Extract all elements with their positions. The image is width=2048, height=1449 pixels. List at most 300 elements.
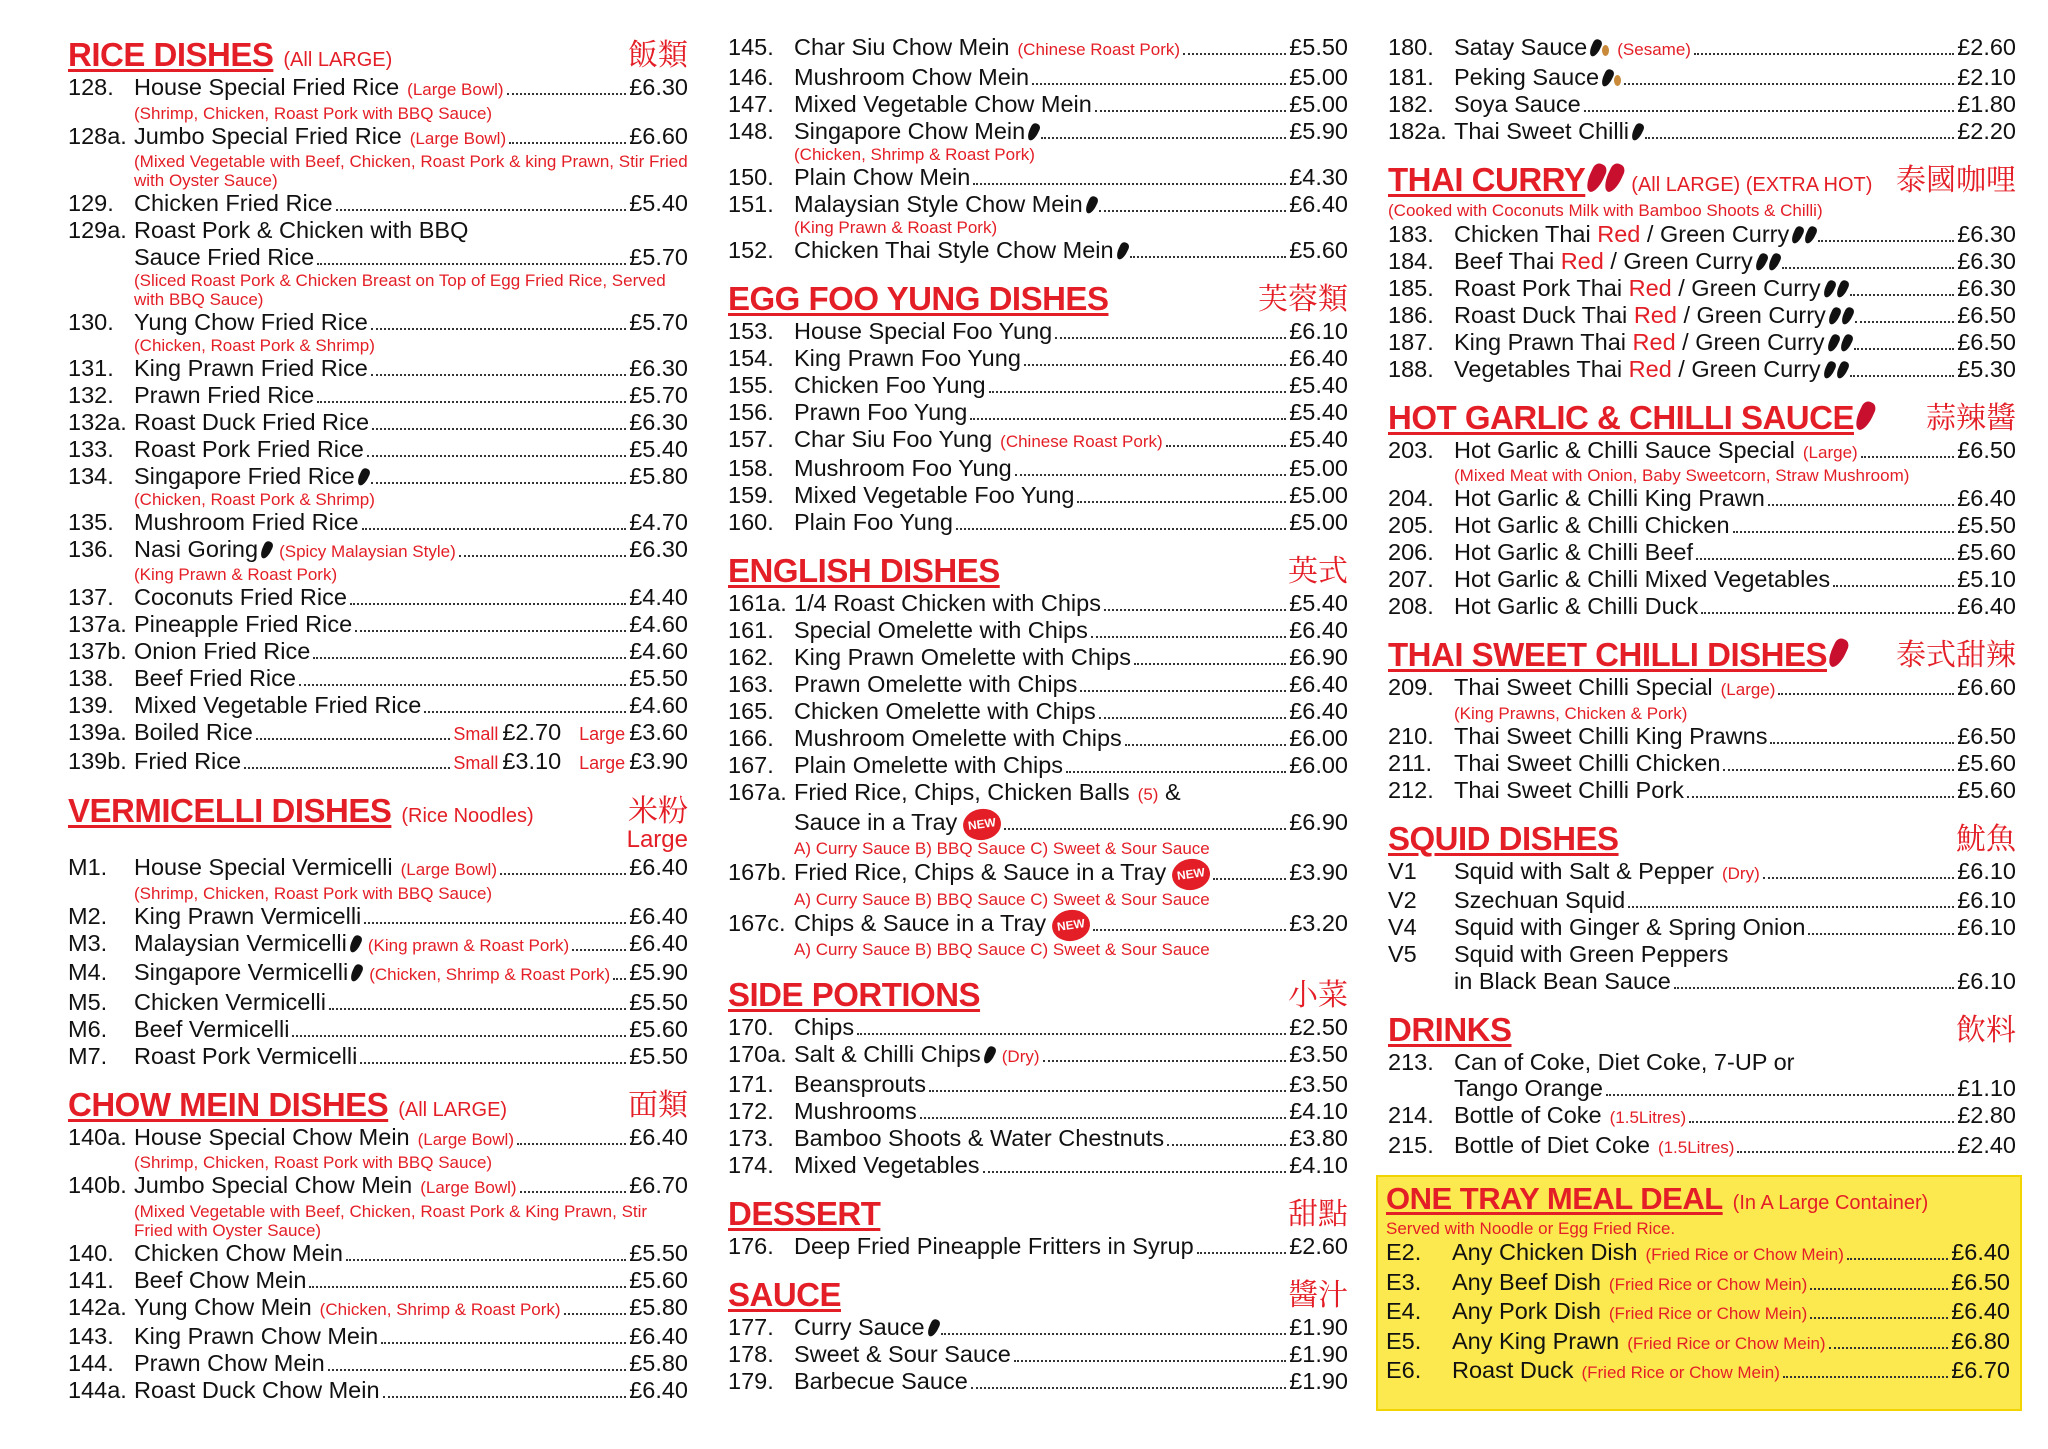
section-title: ENGLISH DISHES [728,552,1000,589]
chilli-icon [1114,240,1130,260]
dot-leader [1628,906,1954,908]
item-name: House Special Chow Mein (Large Bowl) [134,1123,514,1150]
item-name: Squid with Ginger & Spring Onion [1454,914,1806,940]
curry-red-label: Red [1628,274,1672,301]
item-description: (King Prawns, Chicken & Pork) [1454,703,1688,723]
item-number: 142a. [68,1293,127,1320]
menu-item [728,1014,1348,1041]
item-price: £6.80 [1951,1327,2010,1354]
dot-leader [244,767,450,769]
dot-leader [1855,321,1954,323]
section-title-group [68,792,534,830]
item-number: E5. [1386,1327,1422,1354]
item-description: (Chicken, Shrimp & Roast Pork) [794,144,1035,164]
item-number: 140. [68,1239,114,1266]
item-name: Beansprouts [794,1070,926,1097]
menu-item [728,1341,1348,1368]
menu-item [1386,1328,2010,1358]
item-price: £5.50 [629,665,688,691]
dot-leader [1778,693,1954,695]
menu-item [728,1152,1348,1179]
item-price: £5.80 [629,1350,688,1376]
menu-item [68,989,688,1016]
item-note: (1.5Litres) [1657,1137,1735,1157]
menu-item-continued [68,244,688,271]
item-price: £6.40 [1289,671,1348,697]
small-label: Small [453,752,499,773]
section-note: (In A Large Container) [1732,1192,1929,1214]
section-title-group [68,1086,507,1124]
item-name: Hot Garlic & Chilli King Prawn [1454,485,1765,511]
item-price: £5.30 [1957,355,2016,382]
dot-leader [509,142,626,144]
chilli-icon [1826,305,1842,325]
item-number: 166. [728,725,774,751]
menu-item [68,536,688,566]
item-price: £5.90 [629,959,688,985]
item-name: Jumbo Special Fried Rice (Large Bowl) [134,122,507,149]
item-name: Deep Fried Pineapple Fritters in Syrup [794,1232,1194,1259]
menu-item [1388,723,2016,750]
dot-leader [500,873,626,875]
menu-item [68,382,688,409]
dot-leader [1095,110,1286,112]
section-header [728,278,1348,318]
item-number: 145. [728,34,774,60]
large-label: Large [579,752,626,773]
menu-item [68,123,688,153]
dot-leader [1104,609,1286,611]
item-name: Chicken Vermicelli [134,988,326,1015]
item-name: Plain Chow Mein [794,163,971,190]
item-number: 203. [1388,436,1434,463]
dot-leader [313,657,626,659]
item-price: £5.60 [1957,539,2016,565]
item-price: £1.80 [1957,90,2016,117]
item-name: Hot Garlic & Chilli Beef [1454,539,1693,565]
item-note: (Fried Rice or Chow Mein) [1645,1245,1844,1264]
item-name: Prawn Omelette with Chips [794,671,1078,697]
menu-item [1388,248,2016,275]
section-subtitle: Served with Noodle or Egg Fried Rice. [1386,1219,1676,1238]
dot-leader [1014,1360,1286,1362]
item-price: £6.50 [1957,722,2016,749]
item-number: 167. [728,752,774,778]
menu-item [728,191,1348,218]
menu-item [68,309,688,336]
section-english-dishes [728,550,1348,960]
item-name: Curry Sauce [794,1314,938,1341]
chilli-icon [1630,121,1646,141]
item-price: £3.50 [1289,1070,1348,1097]
item-note: (Fried Rice or Chow Mein) [1627,1333,1826,1353]
section-header [68,790,688,830]
item-number: 207. [1388,566,1434,592]
item-name: Mushroom Chow Mein [794,63,1030,90]
menu-item [1388,593,2016,620]
item-name: Hot Garlic & Chilli Duck [1454,593,1699,619]
item-number: 139a. [68,719,127,745]
dot-leader [1130,256,1287,258]
item-note: (Large Bowl) [409,128,507,148]
item-note: (Fried Rice or Chow Mein) [1608,1274,1808,1294]
dot-leader [572,949,626,951]
section-thai-sweet-chilli-dishes [1388,634,2016,804]
menu-item [728,399,1348,426]
item-price: £2.60 [1289,1232,1348,1259]
section-subtitle: (Cooked with Coconuts Milk with Bamboo Shoots & Chilli) [1388,200,1823,220]
section-title-group [728,976,980,1014]
dot-leader [1166,445,1287,447]
dot-leader [367,455,626,457]
item-name: Any Pork Dish (Fried Rice or Chow Mein) [1452,1298,1808,1324]
curry-red-label: Red [1597,220,1641,247]
item-price: £5.10 [1957,566,2016,592]
item-name: Singapore Vermicelli (Chicken, Shrimp & Roast Pork) [134,959,611,985]
menu-item [728,455,1348,482]
item-number: M5. [68,988,108,1015]
dot-leader [1099,717,1286,719]
section-title-group [1388,161,1872,199]
section-header [728,1274,1348,1314]
section-title-group [68,36,392,74]
item-name: Mushroom Omelette with Chips [794,725,1122,751]
section-title-group [1388,1011,1512,1049]
section-egg-foo-yung-dishes [728,278,1348,537]
item-number: 171. [728,1070,774,1097]
chilli-icon [1821,278,1837,298]
small-label: Small [453,724,499,744]
item-number: 172. [728,1097,774,1124]
item-number: M7. [68,1042,108,1069]
item-note: (Dry) [1721,863,1760,883]
item-description: (Mixed Meat with Onion, Baby Sweetcorn, Straw Mushroom) [1454,466,1910,485]
item-price: £2.50 [1289,1014,1348,1040]
dot-leader [613,978,626,980]
item-number: 152. [728,236,774,263]
dot-leader [364,922,626,924]
menu-item [728,725,1348,752]
dot-leader [941,1333,1287,1335]
item-sauce-options: A) Curry Sauce B) BBQ Sauce C) Sweet & Sour Sauce [794,839,1210,858]
item-number: 144. [68,1350,114,1376]
chilli-icon [1839,305,1855,325]
item-number: 128a. [68,122,127,149]
item-price: £6.70 [1951,1357,2010,1383]
item-price-small: £3.10 [502,747,562,774]
menu-item [1388,750,2016,777]
item-number: 165. [728,698,774,724]
dot-leader [1645,137,1954,139]
item-name: Mixed Vegetable Chow Mein [794,90,1092,117]
item-name: Singapore Fried Rice [134,463,368,490]
item-price: £6.30 [1957,274,2016,301]
item-price: £6.60 [629,122,688,149]
item-number: 151. [728,190,774,217]
chilli-icon [1825,332,1841,352]
item-price: £6.50 [1951,1268,2010,1295]
item-number: 161a. [728,590,787,616]
item-price: £5.60 [1289,236,1348,263]
section-sauce-continued [1388,34,2016,145]
item-price: £3.20 [1289,909,1348,936]
item-number: 167c. [728,909,786,936]
item-number: 130. [68,308,114,335]
item-price: £6.10 [1957,967,2016,994]
section-thai-curry [1388,159,2016,383]
item-number: M2. [68,902,108,929]
item-price: £6.30 [629,408,688,435]
item-name: Any Chicken Dish (Fried Rice or Chow Mein) [1452,1239,1844,1265]
item-name: Fried Rice, Chips, Chicken Balls (5) & [794,779,1181,805]
dot-leader [1810,1288,1948,1290]
item-number: V4 [1388,914,1417,940]
item-name-line2: Tango Orange [1454,1075,1603,1101]
item-name: 1/4 Roast Chicken with Chips [794,590,1101,616]
dot-leader [1024,364,1286,366]
menu-column-2 [728,34,1348,1409]
dot-leader [350,603,626,605]
item-number: 212. [1388,776,1434,803]
item-number: 134. [68,462,114,489]
item-note: (Chinese Roast Pork) [1000,431,1163,451]
item-price: £6.10 [1957,887,2016,913]
menu-item [1388,1132,2016,1162]
item-name: Chicken Foo Yung [794,371,986,398]
item-number: 138. [68,665,114,691]
item-name: House Special Vermicelli (Large Bowl) [134,854,497,880]
item-number: V1 [1388,857,1417,884]
item-number: 170. [728,1014,774,1040]
item-note: (Large) [1720,680,1776,699]
item-price: £1.90 [1289,1367,1348,1394]
item-name-line2: in Black Bean Sauce [1454,967,1671,994]
item-price: £4.30 [1289,163,1348,190]
menu-item [728,698,1348,725]
dot-leader [1093,929,1286,931]
item-price: £6.30 [629,535,688,562]
item-name: Roast Pork & Chicken with BBQ [134,217,469,243]
section-chinese-title: 米粉 [628,794,688,829]
item-number: 137a. [68,611,127,637]
menu-item [728,1071,1348,1098]
chilli-icon [1803,224,1819,244]
item-name: Hot Garlic & Chilli Mixed Vegetables [1454,566,1831,592]
item-number: 173. [728,1124,774,1151]
dot-leader [1015,474,1286,476]
chilli-icon [1834,278,1850,298]
item-name: Roast Duck (Fried Rice or Chow Mein) [1452,1357,1780,1383]
item-price: £2.60 [1957,34,2016,60]
item-name: Prawn Fried Rice [134,381,315,408]
item-number: 150. [728,163,774,190]
chilli-icon [1825,636,1850,669]
item-price-small: £2.70 [502,719,562,745]
item-description: (Shrimp, Chicken, Roast Pork with BBQ Sauce) [134,883,493,903]
dot-leader [1091,636,1286,638]
item-name: Beef Thai Red / Green Curry [1454,248,1779,275]
item-sauce-options: A) Curry Sauce B) BBQ Sauce C) Sweet & Sour Sauce [794,940,1210,959]
item-name: Roast Pork Fried Rice [134,435,364,462]
item-price: £4.10 [1289,1097,1348,1124]
section-chinese-title: 面類 [628,1087,688,1123]
item-number: 129. [68,190,114,216]
section-chinese-title: 英式 [1288,554,1348,589]
dot-leader [1687,796,1954,798]
sesame-icon [1614,75,1621,86]
section-title-group [728,1276,841,1314]
menu-item [728,752,1348,779]
item-price: £4.10 [1289,1151,1348,1178]
menu-item [68,1240,688,1267]
item-price: £5.00 [1289,63,1348,90]
item-price: £6.30 [1957,247,2016,274]
section-title: RICE DISHES [68,36,274,73]
curry-red-label: Red [1628,355,1672,382]
item-price: £4.60 [629,692,688,718]
item-price: £6.40 [629,1323,688,1349]
item-name: Any King Prawn (Fried Rice or Chow Mein) [1452,1327,1826,1354]
item-price: £6.40 [629,1377,688,1403]
item-price: £6.40 [1957,485,2016,511]
dot-leader [1808,933,1954,935]
item-note: (King prawn & Roast Pork) [367,935,570,955]
dot-leader [372,428,626,430]
menu-item [68,436,688,463]
item-number: 154. [728,344,774,371]
item-note: (Large) [1802,442,1858,462]
menu-item [68,1350,688,1377]
menu-item [1388,437,2016,467]
menu-item [1388,914,2016,941]
item-price: £5.90 [1289,117,1348,144]
dot-leader [317,263,626,265]
item-price: £3.90 [629,747,688,774]
item-name: Mixed Vegetable Fried Rice [134,692,422,718]
item-number: 174. [728,1151,774,1178]
menu-item [1386,1357,2010,1387]
section-note: (Rice Noodles) [401,805,534,827]
item-name: Chicken Thai Red / Green Curry [1454,221,1815,248]
section-chinese-title: 蒜辣醬 [1926,400,2016,436]
item-name: Thai Sweet Chilli Pork [1454,776,1684,803]
item-number: 214. [1388,1102,1434,1128]
item-description: (Mixed Vegetable with Beef, Chicken, Roast Pork & King Prawn, Stir Fried with Oyster Sauce) [134,1201,648,1240]
dot-leader [355,630,626,632]
item-number: M6. [68,1015,108,1042]
dot-leader [371,374,626,376]
section-chinese-title: 醬汁 [1288,1277,1348,1313]
menu-item [68,509,688,536]
section-header [1386,1183,2010,1217]
item-note: (Chinese Roast Pork) [1017,40,1181,59]
dot-leader [346,1259,626,1261]
dot-leader [1854,348,1955,350]
item-price: £5.40 [1289,425,1348,452]
item-note: (1.5Litres) [1609,1108,1687,1127]
chilli-icon [981,1045,997,1065]
item-number: 213. [1388,1048,1434,1075]
item-price: £6.30 [629,354,688,381]
item-note: (Fried Rice or Chow Mein) [1608,1304,1808,1323]
menu-item [1388,941,2016,968]
item-name: Mushrooms [794,1097,917,1124]
item-number: 146. [728,63,774,90]
item-price: £1.10 [1957,1075,2016,1101]
dot-leader [1606,1094,1954,1096]
dot-leader [973,183,1286,185]
dot-leader [1829,1347,1949,1349]
item-name: Barbecue Sauce [794,1367,968,1394]
item-name: Plain Foo Yung [794,509,953,535]
dot-leader [1818,240,1954,242]
item-price: £5.40 [1289,371,1348,398]
section-title-group [1388,636,1845,674]
item-name: Chicken Thai Style Chow Mein [794,237,1127,264]
item-number: 141. [68,1266,114,1293]
item-price: £4.60 [629,611,688,637]
item-price: £6.40 [1951,1298,2010,1324]
menu-item [1388,674,2016,704]
dot-leader [1847,1258,1948,1260]
dot-leader [517,1143,626,1145]
menu-item [68,638,688,665]
item-description: (King Prawn & Roast Pork) [794,217,998,237]
item-name: King Prawn Foo Yung [794,344,1021,371]
item-name: Sweet & Sour Sauce [794,1340,1011,1367]
item-price: £6.50 [1957,328,2016,355]
menu-item [68,719,688,748]
item-note: (Fried Rice or Chow Mein) [1581,1363,1780,1382]
item-number: M4. [68,959,108,985]
menu-item [68,1016,688,1043]
dot-leader [1167,1144,1286,1146]
dot-leader [1043,1060,1287,1062]
item-price: £3.60 [629,719,688,745]
item-name: Roast Duck Chow Mein [134,1377,380,1403]
menu-item [68,355,688,382]
dot-leader [1850,375,1955,377]
item-name: Satay Sauce (Sesame) [1454,34,1691,60]
menu-item [68,692,688,719]
item-description: (Shrimp, Chicken, Roast Pork with BBQ Sauce) [134,103,493,123]
item-number: 143. [68,1323,114,1349]
menu-item [728,671,1348,698]
item-note: (Spicy Malaysian Style) [279,541,456,561]
menu-item [728,859,1348,890]
menu-item [728,34,1348,64]
item-name: Nasi Goring (Spicy Malaysian Style) [134,535,456,562]
section-rice-dishes [68,34,688,776]
section-title: HOT GARLIC & CHILLI SAUCE [1388,398,1854,436]
item-name: Mixed Vegetable Foo Yung [794,482,1075,508]
dot-leader [1783,1376,1948,1378]
section-side-portions [728,974,1348,1179]
item-price: £4.60 [629,638,688,664]
new-badge: NEW [1050,907,1092,942]
dot-leader [1850,294,1955,296]
dot-leader [1197,1252,1287,1254]
menu-item [728,1125,1348,1152]
item-number: 139. [68,692,114,718]
chilli-icon [1852,399,1877,432]
section-note: (All LARGE) (EXTRA HOT) [1631,173,1873,196]
item-name: Szechuan Squid [1454,887,1626,913]
item-name: Pineapple Fried Rice [134,611,353,637]
item-number: E4. [1386,1298,1422,1324]
section-header [1388,1009,2016,1049]
menu-item [1388,34,2016,64]
